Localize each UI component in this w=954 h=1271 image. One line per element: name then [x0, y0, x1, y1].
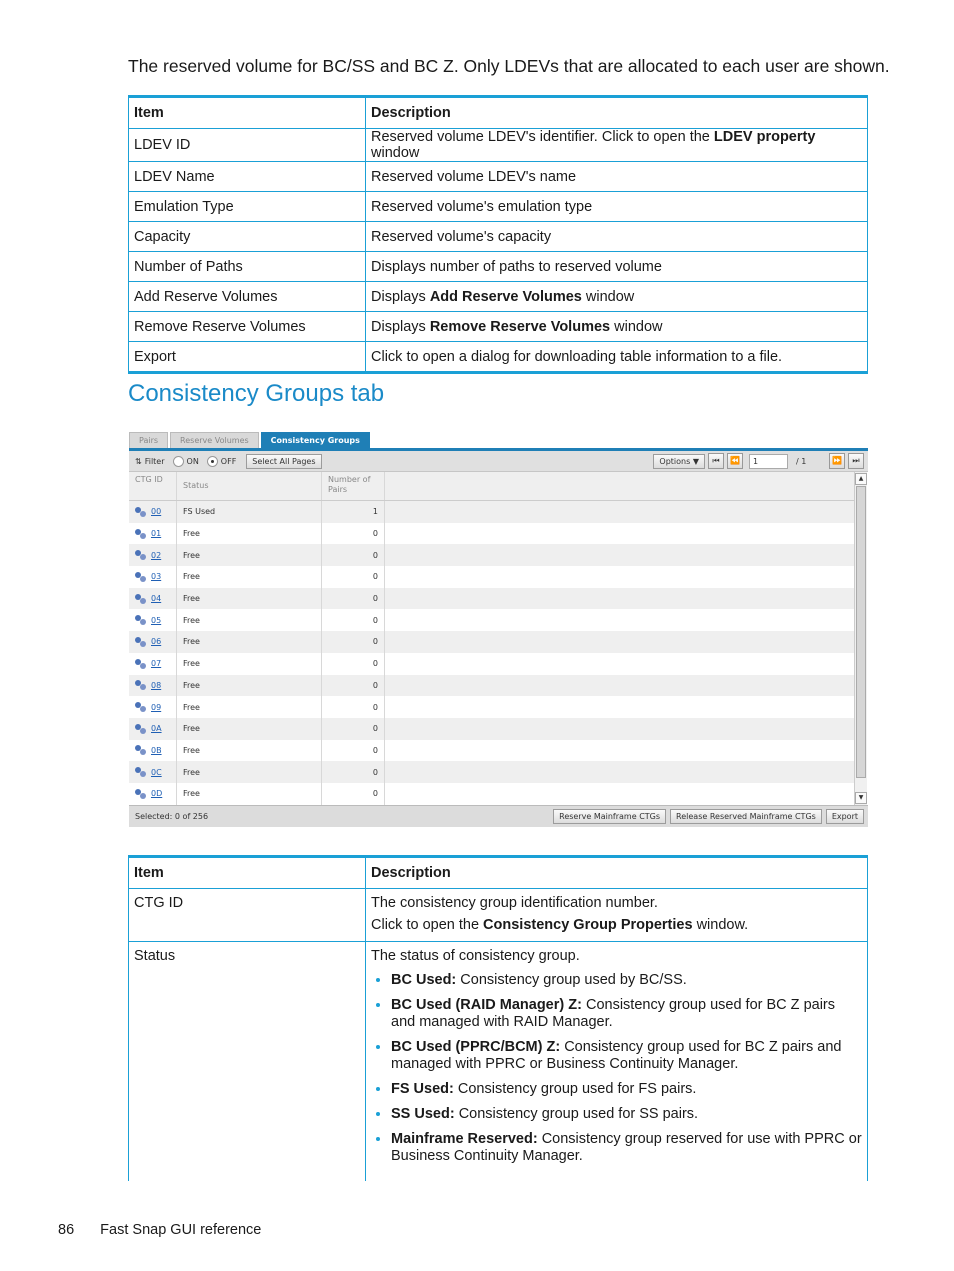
- table-row[interactable]: [129, 696, 854, 718]
- ctg-id-cell: [129, 675, 177, 697]
- item-cell: Remove Reserve Volumes: [129, 312, 366, 342]
- page-number: 86: [58, 1222, 75, 1238]
- empty-cell: [385, 740, 854, 762]
- tab-bar: [129, 432, 370, 448]
- consistency-group-icon: [135, 529, 147, 539]
- bold-term: Mainframe Reserved:: [391, 1131, 538, 1147]
- consistency-group-icon: [135, 659, 147, 669]
- chevron-down-icon: ▼: [692, 456, 699, 466]
- pairs-cell: 0: [322, 588, 385, 610]
- pairs-cell: 1: [322, 501, 385, 523]
- table-row[interactable]: [129, 523, 854, 545]
- pairs-cell: 0: [322, 609, 385, 631]
- item-cell: Capacity: [129, 222, 366, 252]
- empty-cell: [385, 675, 854, 697]
- empty-cell: [385, 544, 854, 566]
- ctg-id-cell: [129, 740, 177, 762]
- bold-term: BC Used:: [391, 972, 457, 988]
- toolbar: [129, 451, 868, 472]
- consistency-group-icon: [135, 745, 147, 755]
- list-item: [391, 1081, 862, 1098]
- ctg-id-cell: [129, 761, 177, 783]
- item-cell: Export: [129, 342, 366, 373]
- bold-term: LDEV property: [713, 129, 816, 145]
- ctg-id-link[interactable]: 0D: [151, 789, 163, 799]
- bold-term: BC Used (PPRC/BCM) Z:: [391, 1039, 561, 1055]
- text-fragment: Consistency group used for FS pairs.: [453, 1081, 697, 1097]
- consistency-group-icon: [135, 572, 147, 582]
- table-row[interactable]: [129, 675, 854, 697]
- bold-term: Remove Reserve Volumes: [429, 318, 611, 335]
- table-row: [129, 162, 868, 192]
- description-line: [371, 917, 862, 933]
- status-cell: Free: [177, 523, 322, 545]
- table-row: [129, 129, 868, 162]
- empty-cell: [385, 588, 854, 610]
- section-title: Consistency Groups tab: [128, 380, 385, 407]
- consistency-group-icon: [135, 702, 147, 712]
- consistency-group-icon: [135, 789, 147, 799]
- description-cell: [366, 252, 868, 282]
- item-cell: Emulation Type: [129, 192, 366, 222]
- table-row: [129, 942, 868, 1182]
- page-number-input[interactable]: 1: [749, 454, 788, 469]
- tab-pairs[interactable]: Pairs: [129, 432, 168, 448]
- first-page-icon[interactable]: ⏮: [708, 453, 724, 469]
- status-cell: Free: [177, 675, 322, 697]
- empty-cell: [385, 609, 854, 631]
- text-fragment: window: [371, 145, 420, 161]
- grid-footer: [129, 805, 868, 827]
- item-cell: LDEV ID: [129, 129, 366, 162]
- description-cell: [366, 342, 868, 373]
- text-fragment: Reserved volume's capacity: [371, 228, 552, 245]
- text-fragment: window.: [692, 917, 749, 933]
- pairs-cell: 0: [322, 675, 385, 697]
- ctg-id-cell: [129, 609, 177, 631]
- status-cell: Free: [177, 740, 322, 762]
- table-row: [129, 282, 868, 312]
- text-fragment: Reserved volume's emulation type: [371, 198, 593, 215]
- ctg-id-link[interactable]: 01: [151, 529, 162, 539]
- status-cell: Free: [177, 761, 322, 783]
- ctg-id-link[interactable]: 0A: [151, 724, 162, 734]
- ctg-id-cell: [129, 718, 177, 740]
- list-item: [391, 1131, 862, 1165]
- filter-off-label: OFF: [220, 456, 237, 466]
- pairs-cell: 0: [322, 740, 385, 762]
- empty-cell: [385, 653, 854, 675]
- description-cell: [366, 942, 868, 1182]
- table-row: [129, 252, 868, 282]
- scroll-up-icon[interactable]: ▲: [855, 473, 867, 485]
- table-row[interactable]: [129, 609, 854, 631]
- empty-cell: [385, 523, 854, 545]
- description-cell: [366, 192, 868, 222]
- empty-cell: [385, 501, 854, 523]
- empty-cell: [385, 631, 854, 653]
- ctg-id-link[interactable]: 04: [151, 594, 162, 604]
- ctg-id-link[interactable]: 02: [151, 550, 162, 560]
- item-cell: Add Reserve Volumes: [129, 282, 366, 312]
- description-line: The status of consistency group.: [371, 948, 580, 964]
- ctg-id-cell: [129, 696, 177, 718]
- scroll-down-icon[interactable]: ▼: [855, 792, 867, 804]
- export-button[interactable]: Export: [826, 809, 864, 824]
- table-row[interactable]: [129, 544, 854, 566]
- description-cell: [366, 222, 868, 252]
- ctg-id-link[interactable]: 09: [151, 702, 162, 712]
- grid-header: [129, 472, 854, 501]
- consistency-group-icon: [135, 615, 147, 625]
- table-row[interactable]: [129, 501, 854, 523]
- ctg-id-cell: [129, 566, 177, 588]
- item-cell: LDEV Name: [129, 162, 366, 192]
- column-header-status[interactable]: Status: [177, 472, 322, 500]
- status-cell: Free: [177, 718, 322, 740]
- empty-cell: [385, 783, 854, 805]
- description-cell: [366, 282, 868, 312]
- text-fragment: Click to open a dialog for downloading table information to a file.: [371, 348, 783, 365]
- bold-term: Consistency Group Properties: [483, 917, 693, 933]
- ctg-id-link[interactable]: 07: [151, 659, 162, 669]
- column-header-number-of-pairs[interactable]: Number of Pairs: [322, 472, 385, 500]
- column-header-description: Description: [366, 97, 868, 129]
- table-row: [129, 889, 868, 942]
- selected-count: Selected: 0 of 256: [135, 812, 209, 821]
- vertical-scrollbar[interactable]: [854, 472, 867, 805]
- reserve-volumes-table: [128, 95, 868, 374]
- ctg-id-cell: [129, 631, 177, 653]
- consistency-groups-table: [128, 855, 868, 1181]
- ctg-id-cell: [129, 588, 177, 610]
- table-row[interactable]: [129, 653, 854, 675]
- ctg-id-cell: [129, 783, 177, 805]
- intro-text: The reserved volume for BC/SS and BC Z. Only LDEVs that are allocated to each user are shown.: [128, 56, 890, 76]
- table-row[interactable]: [129, 631, 854, 653]
- filter-icon[interactable]: ⇅: [135, 456, 142, 466]
- column-header-item: Item: [129, 97, 366, 129]
- list-item: [391, 972, 862, 989]
- page-footer: [58, 1222, 261, 1238]
- ctg-id-link[interactable]: 0C: [151, 767, 162, 777]
- bold-term: FS Used:: [391, 1081, 454, 1097]
- ctg-id-link[interactable]: 08: [151, 680, 162, 690]
- tab-consistency-groups[interactable]: Consistency Groups: [261, 432, 370, 448]
- bold-term: BC Used (RAID Manager) Z:: [391, 997, 582, 1013]
- pairs-cell: 0: [322, 783, 385, 805]
- item-cell: Number of Paths: [129, 252, 366, 282]
- column-header-description: Description: [366, 857, 868, 889]
- table-row: [129, 222, 868, 252]
- text-fragment: Consistency group used for BC Z pairs and managed with RAID Manager.: [391, 997, 835, 1030]
- status-cell: Free: [177, 631, 322, 653]
- footer-title: Fast Snap GUI reference: [100, 1222, 262, 1238]
- ctg-id-link[interactable]: 06: [151, 637, 162, 647]
- text-fragment: window: [581, 288, 635, 305]
- status-cell: Free: [177, 783, 322, 805]
- empty-cell: [385, 696, 854, 718]
- list-item: [391, 1106, 862, 1123]
- description-cell: [366, 129, 868, 162]
- filter-label[interactable]: Filter: [144, 456, 165, 466]
- text-fragment: Consistency group reserved for use with PPRC or Business Continuity Manager.: [391, 1131, 862, 1164]
- options-label: Options: [659, 456, 691, 466]
- release-reserved-mainframe-ctgs-button[interactable]: Release Reserved Mainframe CTGs: [670, 809, 822, 824]
- ctg-id-link[interactable]: 03: [151, 572, 162, 582]
- column-header-empty: [385, 472, 854, 500]
- item-cell: Status: [129, 942, 366, 1182]
- bold-term: Add Reserve Volumes: [429, 288, 582, 305]
- scroll-thumb[interactable]: [856, 486, 866, 778]
- text-fragment: Consistency group used for BC Z pairs and managed with PPRC or Business Continuity Manager.: [391, 1039, 842, 1072]
- description-cell: [366, 312, 868, 342]
- bold-term: SS Used:: [391, 1106, 455, 1122]
- ctg-id-cell: [129, 501, 177, 523]
- pairs-cell: 0: [322, 631, 385, 653]
- column-header-ctg-id[interactable]: CTG ID: [129, 472, 177, 500]
- list-item: [391, 997, 862, 1031]
- filter-on-label: ON: [186, 456, 199, 466]
- consistency-group-icon: [135, 550, 147, 560]
- table-row[interactable]: [129, 783, 854, 805]
- pairs-cell: 0: [322, 696, 385, 718]
- tab-reserve-volumes[interactable]: Reserve Volumes: [170, 432, 259, 448]
- consistency-groups-screenshot: [129, 430, 868, 826]
- status-cell: Free: [177, 566, 322, 588]
- description-cell: [366, 889, 868, 942]
- text-fragment: Click to open the: [371, 917, 484, 933]
- last-page-icon[interactable]: ⏭: [848, 453, 864, 469]
- select-all-pages-button[interactable]: Select All Pages: [246, 454, 321, 469]
- status-cell: Free: [177, 653, 322, 675]
- status-cell: FS Used: [177, 501, 322, 523]
- pairs-cell: 0: [322, 761, 385, 783]
- table-row: [129, 312, 868, 342]
- consistency-groups-grid: [129, 472, 854, 805]
- empty-cell: [385, 718, 854, 740]
- table-row[interactable]: [129, 740, 854, 762]
- ctg-id-cell: [129, 544, 177, 566]
- pairs-cell: 0: [322, 523, 385, 545]
- status-list: [371, 972, 862, 1165]
- next-page-icon[interactable]: ⏩: [829, 453, 845, 469]
- consistency-group-icon: [135, 767, 147, 777]
- text-fragment: Displays: [371, 288, 430, 305]
- text-fragment: Consistency group used for SS pairs.: [454, 1106, 699, 1122]
- ctg-id-link[interactable]: 0B: [151, 745, 162, 755]
- filter-on-radio[interactable]: [173, 456, 184, 467]
- item-cell: CTG ID: [129, 889, 366, 942]
- pairs-cell: 0: [322, 544, 385, 566]
- description-cell: [366, 162, 868, 192]
- table-row[interactable]: [129, 588, 854, 610]
- ctg-id-cell: [129, 523, 177, 545]
- table-row[interactable]: [129, 718, 854, 740]
- reserve-mainframe-ctgs-button[interactable]: Reserve Mainframe CTGs: [553, 809, 666, 824]
- options-button[interactable]: [653, 454, 705, 469]
- text-fragment: Reserved volume LDEV's identifier. Click to open the: [371, 129, 714, 145]
- text-fragment: Displays: [371, 318, 430, 335]
- table-row[interactable]: [129, 761, 854, 783]
- status-cell: Free: [177, 588, 322, 610]
- ctg-id-cell: [129, 653, 177, 675]
- table-row: [129, 192, 868, 222]
- description-line: The consistency group identification number.: [371, 895, 658, 911]
- consistency-group-icon: [135, 680, 147, 690]
- status-cell: Free: [177, 544, 322, 566]
- consistency-group-icon: [135, 637, 147, 647]
- pairs-cell: 0: [322, 653, 385, 675]
- ctg-id-link[interactable]: 05: [151, 615, 162, 625]
- empty-cell: [385, 566, 854, 588]
- column-header-item: Item: [129, 857, 366, 889]
- text-fragment: Displays number of paths to reserved volume: [371, 258, 662, 275]
- text-fragment: Reserved volume LDEV's name: [371, 168, 577, 185]
- page-total: / 1: [796, 456, 807, 466]
- status-cell: Free: [177, 609, 322, 631]
- pairs-cell: 0: [322, 718, 385, 740]
- text-fragment: Consistency group used by BC/SS.: [456, 972, 687, 988]
- filter-off-radio[interactable]: [207, 456, 218, 467]
- pairs-cell: 0: [322, 566, 385, 588]
- empty-cell: [385, 761, 854, 783]
- consistency-group-icon: [135, 507, 147, 517]
- prev-page-icon[interactable]: ⏪: [727, 453, 743, 469]
- status-cell: Free: [177, 696, 322, 718]
- consistency-group-icon: [135, 594, 147, 604]
- text-fragment: window: [610, 318, 663, 335]
- table-row[interactable]: [129, 566, 854, 588]
- table-row: [129, 342, 868, 373]
- ctg-id-link[interactable]: 00: [151, 507, 162, 517]
- list-item: [391, 1039, 862, 1073]
- consistency-group-icon: [135, 724, 147, 734]
